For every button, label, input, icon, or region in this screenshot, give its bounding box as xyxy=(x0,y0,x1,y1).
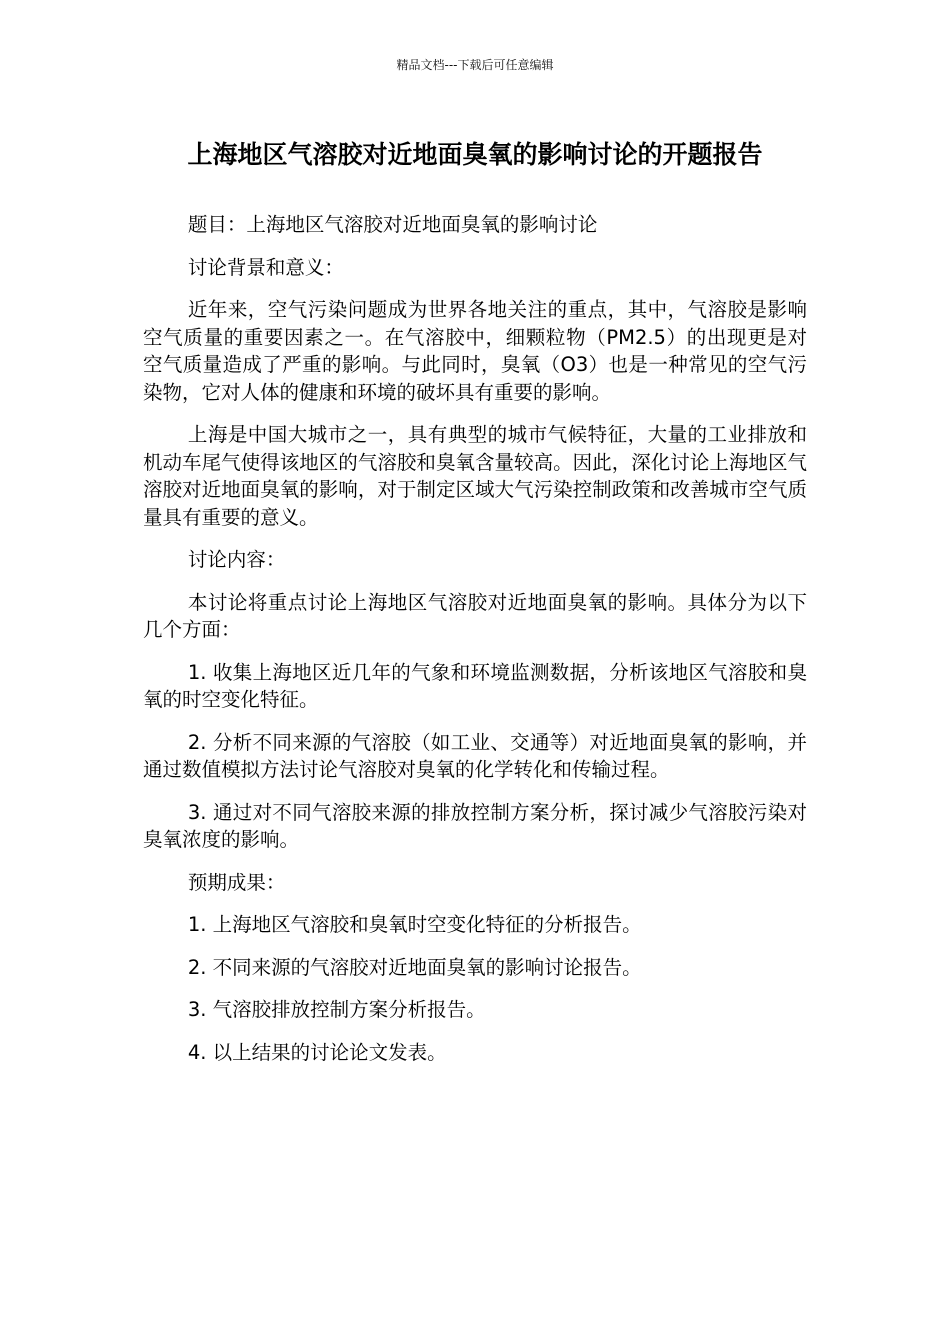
topic-line: 题目：上海地区气溶胶对近地面臭氧的影响讨论 xyxy=(187,213,598,236)
background-paragraph-2: 上海是中国大城市之一，具有典型的城市气候特征，大量的工业排放和机动车尾气使得该地区的气溶胶和臭氧含量较高。因此，深化讨论上海地区气溶胶对近地面臭氧的影响，对于制定区域大气污染控制政策和改善城市空气质量具有重要的意义。 xyxy=(143,423,807,529)
outcome-item-1: 1. 上海地区气溶胶和臭氧时空变化特征的分析报告。 xyxy=(187,913,642,936)
section-heading-background: 讨论背景和意义： xyxy=(187,255,344,279)
page-header: 精品文档---下载后可任意编辑 xyxy=(396,58,554,72)
content-intro-paragraph: 本讨论将重点讨论上海地区气溶胶对近地面臭氧的影响。具体分为以下几个方面： xyxy=(143,590,807,641)
section-heading-content: 讨论内容： xyxy=(187,548,286,571)
outcome-item-4: 4. 以上结果的讨论论文发表。 xyxy=(187,1040,447,1064)
document-title: 上海地区气溶胶对近地面臭氧的影响讨论的开题报告 xyxy=(187,140,763,169)
outcome-item-3: 3. 气溶胶排放控制方案分析报告。 xyxy=(187,998,486,1021)
content-item-3: 3. 通过对不同气溶胶来源的排放控制方案分析，探讨减少气溶胶污染对臭氧浓度的影响。 xyxy=(143,800,807,851)
background-paragraph-1: 近年来，空气污染问题成为世界各地关注的重点，其中，气溶胶是影响空气质量的重要因素之一。在气溶胶中，细颗粒物（PM2.5）的出现更是对空气质量造成了严重的影响。与此同时，臭氧（O3）也是一种常见的空气污染物，它对人体的健康和环境的破坏具有重要的影响。 xyxy=(143,298,807,404)
content-item-1: 1. 收集上海地区近几年的气象和环境监测数据，分析该地区气溶胶和臭氧的时空变化特征。 xyxy=(143,660,807,711)
outcome-item-2: 2. 不同来源的气溶胶对近地面臭氧的影响讨论报告。 xyxy=(187,955,642,979)
section-heading-outcomes: 预期成果： xyxy=(187,870,286,894)
content-item-2: 2. 分析不同来源的气溶胶（如工业、交通等）对近地面臭氧的影响，并通过数值模拟方法讨论气溶胶对臭氧的化学转化和传输过程。 xyxy=(143,730,807,781)
document-body xyxy=(143,211,807,1081)
